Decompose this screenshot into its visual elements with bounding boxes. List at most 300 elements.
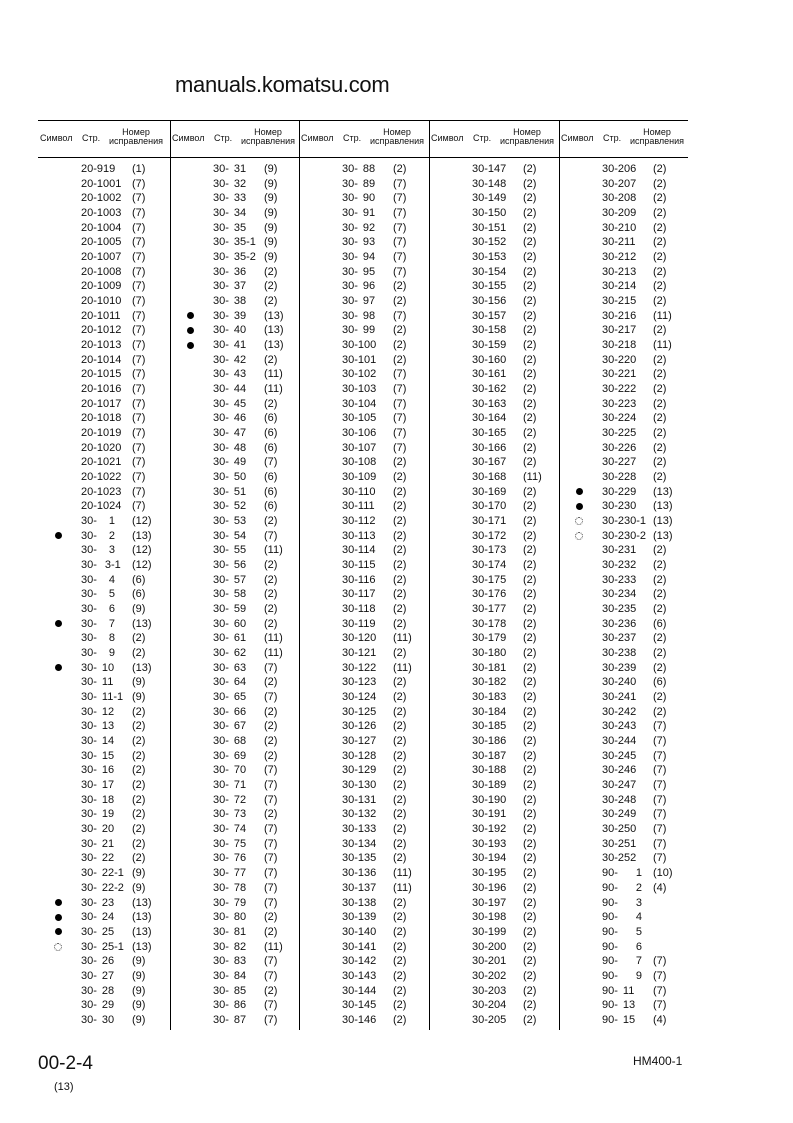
table-row bbox=[38, 529, 168, 543]
revision-number: (13) bbox=[132, 661, 152, 674]
page-ref: 30-201 bbox=[472, 955, 507, 968]
table-row bbox=[429, 250, 559, 264]
table-row bbox=[38, 763, 168, 777]
page-number: 00-2-4 bbox=[38, 1053, 93, 1074]
page-ref: 30-152 bbox=[472, 236, 507, 249]
page-ref: 30- 86 bbox=[213, 999, 247, 1012]
table-row bbox=[299, 837, 429, 851]
revision-number: (6) bbox=[264, 500, 278, 513]
revision-number: (7) bbox=[132, 368, 146, 381]
page-ref: 30- 43 bbox=[213, 368, 247, 381]
page-ref: 30- 25-1 bbox=[81, 940, 124, 953]
table-row bbox=[299, 631, 429, 645]
revision-number: (2) bbox=[523, 441, 537, 454]
table-row bbox=[38, 441, 168, 455]
revision-number: (2) bbox=[132, 779, 146, 792]
table-row bbox=[299, 793, 429, 807]
page-ref: 20-1008 bbox=[81, 265, 122, 278]
table-row bbox=[38, 661, 168, 675]
revision-number: (2) bbox=[523, 192, 537, 205]
page-ref: 30- 83 bbox=[213, 955, 247, 968]
table-row bbox=[429, 543, 559, 557]
revision-number: (2) bbox=[523, 735, 537, 748]
revision-number: (2) bbox=[653, 544, 667, 557]
table-row bbox=[299, 866, 429, 880]
table-row bbox=[170, 221, 300, 235]
page-ref: 30-110 bbox=[342, 485, 376, 498]
table-row bbox=[559, 719, 689, 733]
revision-number: (2) bbox=[393, 500, 407, 513]
page-ref: 30- 49 bbox=[213, 456, 247, 469]
revision-number: (2) bbox=[393, 573, 407, 586]
model-name: HM400-1 bbox=[633, 1054, 683, 1068]
table-row bbox=[38, 646, 168, 660]
revision-number: (2) bbox=[393, 999, 407, 1012]
page-ref: 30-150 bbox=[472, 207, 507, 219]
table-row bbox=[299, 984, 429, 998]
table-row bbox=[299, 367, 429, 381]
table-row bbox=[429, 587, 559, 601]
revision-number: (2) bbox=[132, 632, 146, 645]
revision-number: (2) bbox=[523, 764, 537, 777]
table-row bbox=[559, 162, 689, 176]
table-row bbox=[559, 807, 689, 821]
page-ref: 30- 27 bbox=[81, 969, 115, 982]
table-row bbox=[299, 896, 429, 910]
table-row bbox=[429, 265, 559, 279]
table-row bbox=[559, 705, 689, 719]
page-ref: 30-164 bbox=[472, 412, 507, 425]
revision-number: (2) bbox=[264, 617, 278, 630]
page-ref: 30-129 bbox=[342, 764, 377, 777]
revision-number: (13) bbox=[132, 896, 152, 909]
table-row bbox=[429, 866, 559, 880]
page-ref: 30-140 bbox=[342, 925, 377, 938]
page-ref: 30- 24 bbox=[81, 911, 115, 924]
table-row bbox=[429, 191, 559, 205]
table-row bbox=[38, 543, 168, 557]
page-ref: 20-1009 bbox=[81, 280, 122, 293]
page-ref: 30-184 bbox=[472, 705, 507, 718]
page-ref: 30-137 bbox=[342, 881, 377, 894]
page-ref: 30- 21 bbox=[81, 837, 115, 850]
page-ref: 30-170 bbox=[472, 500, 507, 513]
page-ref: 30-216 bbox=[602, 309, 637, 322]
table-row bbox=[429, 925, 559, 939]
table-row bbox=[38, 455, 168, 469]
table-row bbox=[429, 558, 559, 572]
table-row bbox=[429, 397, 559, 411]
table-row bbox=[559, 323, 689, 337]
revision-number: (2) bbox=[523, 603, 537, 616]
table-row bbox=[559, 631, 689, 645]
page-ref: 30- 92 bbox=[342, 221, 376, 234]
table-row bbox=[38, 294, 168, 308]
page-ref: 30- 22 bbox=[81, 852, 115, 865]
revision-number: (7) bbox=[132, 383, 146, 396]
page-ref: 30-246 bbox=[602, 764, 637, 777]
page-ref: 30- 50 bbox=[213, 471, 247, 484]
table-row bbox=[429, 675, 559, 689]
page-ref: 30-169 bbox=[472, 485, 507, 498]
table-row bbox=[170, 940, 300, 954]
table-row bbox=[299, 822, 429, 836]
revision-number: (7) bbox=[653, 735, 667, 748]
revision-number: (2) bbox=[393, 485, 407, 498]
revision-number: (2) bbox=[653, 456, 667, 469]
table-row bbox=[429, 1013, 559, 1027]
revision-number: (7) bbox=[264, 456, 278, 469]
page-ref: 30-194 bbox=[472, 852, 507, 865]
page-ref: 30-205 bbox=[472, 1013, 507, 1026]
page-ref: 30-107 bbox=[342, 441, 377, 454]
page-ref: 30-236 bbox=[602, 617, 637, 630]
page-ref: 30-222 bbox=[602, 383, 637, 396]
table-row bbox=[429, 646, 559, 660]
page-ref: 30-207 bbox=[602, 177, 637, 190]
revision-symbol bbox=[52, 940, 64, 954]
revision-number: (2) bbox=[264, 984, 278, 997]
revision-number: (7) bbox=[264, 852, 278, 865]
page-ref: 30- 10 bbox=[81, 661, 115, 674]
revision-number: (2) bbox=[393, 559, 407, 572]
revision-number: (2) bbox=[653, 603, 667, 616]
page-ref: 20-1007 bbox=[81, 251, 122, 264]
table-row bbox=[38, 206, 168, 220]
table-row bbox=[170, 749, 300, 763]
revision-number: (2) bbox=[523, 720, 537, 733]
table-row bbox=[299, 514, 429, 528]
table-row bbox=[559, 675, 689, 689]
page-ref: 30-196 bbox=[472, 881, 507, 894]
page-ref: 30-103 bbox=[342, 383, 377, 396]
revision-number: (2) bbox=[653, 251, 667, 264]
table-row bbox=[559, 998, 689, 1012]
page-ref: 30-156 bbox=[472, 295, 507, 308]
table-row bbox=[38, 734, 168, 748]
table-row bbox=[559, 837, 689, 851]
revision-number: (2) bbox=[653, 177, 667, 190]
table-row bbox=[299, 353, 429, 367]
revision-number: (7) bbox=[393, 427, 407, 440]
revision-number: (6) bbox=[132, 573, 146, 586]
table-row bbox=[38, 426, 168, 440]
revision-number: (7) bbox=[393, 251, 407, 264]
page-ref: 30- 65 bbox=[213, 691, 247, 704]
revision-number: (7) bbox=[393, 177, 407, 190]
page-ref: 20-1015 bbox=[81, 368, 122, 381]
revision-number: (2) bbox=[523, 500, 537, 513]
table-row bbox=[38, 778, 168, 792]
page-ref: 30- 17 bbox=[81, 779, 115, 792]
table-row bbox=[38, 265, 168, 279]
page-ref: 30- 59 bbox=[213, 603, 247, 616]
page-ref: 30- 95 bbox=[342, 265, 376, 278]
table-row bbox=[559, 1013, 689, 1027]
page-ref: 30-102 bbox=[342, 368, 377, 381]
table-row bbox=[559, 235, 689, 249]
revision-number: (2) bbox=[264, 353, 278, 366]
revision-number: (13) bbox=[264, 324, 284, 337]
table-row bbox=[170, 881, 300, 895]
revision-number: (2) bbox=[523, 177, 537, 190]
page-ref: 20-1024 bbox=[81, 500, 122, 513]
page-ref: 30-135 bbox=[342, 852, 377, 865]
revision-number: (9) bbox=[264, 177, 278, 190]
table-row bbox=[170, 294, 300, 308]
table-row bbox=[170, 558, 300, 572]
revision-number: (2) bbox=[523, 676, 537, 689]
table-row bbox=[429, 984, 559, 998]
table-row bbox=[559, 661, 689, 675]
revision-number: (2) bbox=[393, 456, 407, 469]
table-row bbox=[170, 514, 300, 528]
revision-number: (6) bbox=[264, 427, 278, 440]
page-ref: 30- 38 bbox=[213, 295, 247, 308]
page-ref: 30- 36 bbox=[213, 265, 247, 278]
page-ref: 30-229 bbox=[602, 485, 637, 498]
table-row bbox=[38, 705, 168, 719]
table-row bbox=[38, 793, 168, 807]
page-ref: 30-189 bbox=[472, 779, 507, 792]
table-row bbox=[299, 235, 429, 249]
table-row bbox=[299, 763, 429, 777]
table-row bbox=[299, 191, 429, 205]
revision-number: (2) bbox=[393, 940, 407, 953]
revision-number: (2) bbox=[393, 588, 407, 601]
page-ref: 30-230 bbox=[602, 500, 637, 513]
table-row bbox=[299, 573, 429, 587]
revision-number: (7) bbox=[264, 999, 278, 1012]
table-row bbox=[299, 397, 429, 411]
table-row bbox=[299, 910, 429, 924]
revision-number: (9) bbox=[132, 881, 146, 894]
table-row bbox=[299, 177, 429, 191]
page-ref: 30- 35-2 bbox=[213, 251, 256, 264]
page-ref: 30- 35-1 bbox=[213, 236, 256, 249]
revision-number: (2) bbox=[523, 896, 537, 909]
page-ref: 30-104 bbox=[342, 397, 377, 410]
table-row bbox=[559, 617, 689, 631]
table-top-rule bbox=[38, 120, 688, 121]
table-row bbox=[299, 734, 429, 748]
revision-symbol bbox=[52, 925, 64, 939]
page-ref: 30-235 bbox=[602, 603, 637, 616]
revision-number: (12) bbox=[132, 559, 152, 572]
revision-number: (6) bbox=[132, 588, 146, 601]
page-ref: 30- 84 bbox=[213, 969, 247, 982]
revision-number: (2) bbox=[264, 735, 278, 748]
table-row bbox=[299, 661, 429, 675]
revision-number: (2) bbox=[264, 603, 278, 616]
table-row bbox=[559, 925, 689, 939]
table-row bbox=[299, 206, 429, 220]
table-row bbox=[38, 514, 168, 528]
revision-number: (2) bbox=[523, 867, 537, 880]
revision-number: (2) bbox=[523, 412, 537, 425]
table-row bbox=[429, 367, 559, 381]
page-ref: 30-118 bbox=[342, 603, 376, 616]
revision-number: (2) bbox=[523, 163, 537, 175]
revision-number: (2) bbox=[523, 955, 537, 968]
page-ref: 30- 48 bbox=[213, 441, 247, 454]
table-row bbox=[170, 426, 300, 440]
page-ref: 30-177 bbox=[472, 603, 507, 616]
table-row bbox=[38, 338, 168, 352]
page-ref: 30-113 bbox=[342, 529, 376, 542]
filled-circle-icon bbox=[55, 899, 62, 906]
page-ref: 30- 60 bbox=[213, 617, 247, 630]
table-row bbox=[299, 558, 429, 572]
revision-number: (2) bbox=[264, 749, 278, 762]
table-row bbox=[170, 896, 300, 910]
table-row bbox=[299, 470, 429, 484]
table-row bbox=[38, 191, 168, 205]
revision-number: (2) bbox=[523, 529, 537, 542]
page-ref: 90- 5 bbox=[602, 925, 643, 938]
page-ref: 30-242 bbox=[602, 705, 637, 718]
page-ref: 30-162 bbox=[472, 383, 507, 396]
table-row bbox=[429, 177, 559, 191]
page-ref: 30- 91 bbox=[342, 207, 376, 219]
page-ref: 20-1010 bbox=[81, 295, 122, 308]
table-row bbox=[170, 323, 300, 337]
revision-number: (7) bbox=[132, 353, 146, 366]
table-row bbox=[559, 485, 689, 499]
table-row bbox=[429, 573, 559, 587]
revision-symbol bbox=[52, 661, 64, 675]
revision-symbol bbox=[573, 485, 585, 499]
table-row bbox=[299, 646, 429, 660]
page-ref: 30-191 bbox=[472, 808, 507, 821]
page-ref: 30- 44 bbox=[213, 383, 247, 396]
revision-number: (2) bbox=[523, 940, 537, 953]
revision-number: (2) bbox=[132, 705, 146, 718]
revision-number: (2) bbox=[653, 412, 667, 425]
page-ref: 30-111 bbox=[342, 500, 375, 513]
revision-number: (7) bbox=[132, 177, 146, 190]
revision-number: (13) bbox=[264, 339, 284, 352]
revision-number: (7) bbox=[132, 471, 146, 484]
revision-number: (7) bbox=[132, 295, 146, 308]
page-ref: 30-204 bbox=[472, 999, 507, 1012]
page-ref: 30- 51 bbox=[213, 485, 247, 498]
page-ref: 30-143 bbox=[342, 969, 377, 982]
table-row bbox=[299, 250, 429, 264]
revision-number: (2) bbox=[523, 456, 537, 469]
revision-number: (9) bbox=[132, 999, 146, 1012]
revision-number: (7) bbox=[132, 324, 146, 337]
page-ref: 30-115 bbox=[342, 559, 376, 572]
table-row bbox=[38, 367, 168, 381]
header-page: Стр. bbox=[343, 133, 362, 143]
page-ref: 30- 2 bbox=[81, 529, 116, 542]
table-row bbox=[429, 837, 559, 851]
table-row bbox=[170, 1013, 300, 1027]
page-ref: 30-145 bbox=[342, 999, 377, 1012]
table-row bbox=[170, 807, 300, 821]
revision-number: (13) bbox=[132, 940, 152, 953]
page-ref: 30-225 bbox=[602, 427, 637, 440]
revision-number: (7) bbox=[264, 1013, 278, 1026]
table-row bbox=[38, 602, 168, 616]
table-row bbox=[559, 441, 689, 455]
revision-number: (2) bbox=[523, 969, 537, 982]
header-revision-line2: исправления bbox=[369, 136, 425, 146]
revision-number: (2) bbox=[523, 691, 537, 704]
table-row bbox=[559, 470, 689, 484]
page-ref: 30-188 bbox=[472, 764, 507, 777]
table-row bbox=[299, 323, 429, 337]
table-row bbox=[38, 235, 168, 249]
table-row bbox=[429, 221, 559, 235]
revision-number: (12) bbox=[132, 515, 152, 528]
page-ref: 30-230-1 bbox=[602, 515, 647, 528]
page-ref: 20-1003 bbox=[81, 207, 122, 219]
revision-number: (1) bbox=[132, 163, 146, 175]
page-ref: 30-212 bbox=[602, 251, 637, 264]
revision-number: (7) bbox=[132, 500, 146, 513]
revision-number: (2) bbox=[653, 647, 667, 660]
table-row bbox=[170, 675, 300, 689]
page-ref: 30- 28 bbox=[81, 984, 115, 997]
revision-number: (2) bbox=[132, 852, 146, 865]
revision-number: (2) bbox=[523, 207, 537, 219]
revision-number: (7) bbox=[653, 823, 667, 836]
table-row bbox=[38, 587, 168, 601]
revision-number: (9) bbox=[132, 691, 146, 704]
header-revision bbox=[627, 128, 687, 146]
revision-number: (2) bbox=[653, 573, 667, 586]
page-ref: 30- 3 bbox=[81, 544, 116, 557]
table-row bbox=[170, 661, 300, 675]
table-row bbox=[299, 441, 429, 455]
table-row bbox=[429, 162, 559, 176]
page-ref: 30-136 bbox=[342, 867, 377, 880]
page-ref: 30- 94 bbox=[342, 251, 376, 264]
page-ref: 30-203 bbox=[472, 984, 507, 997]
page-ref: 30-151 bbox=[472, 221, 507, 234]
table-row bbox=[429, 529, 559, 543]
table-row bbox=[299, 485, 429, 499]
page-ref: 30-190 bbox=[472, 793, 507, 806]
table-row bbox=[299, 499, 429, 513]
page-ref: 30-127 bbox=[342, 735, 377, 748]
revision-number: (2) bbox=[393, 691, 407, 704]
page-ref: 30- 54 bbox=[213, 529, 247, 542]
table-row bbox=[170, 397, 300, 411]
page-ref: 30- 62 bbox=[213, 647, 247, 660]
page-ref: 20-919 bbox=[81, 163, 116, 175]
revision-number: (2) bbox=[523, 999, 537, 1012]
page-ref: 30-147 bbox=[472, 163, 507, 175]
table-row bbox=[559, 969, 689, 983]
table-row bbox=[170, 602, 300, 616]
table-row bbox=[559, 573, 689, 587]
header-revision-line1: Номер bbox=[254, 127, 282, 137]
revision-number: (2) bbox=[523, 588, 537, 601]
revision-number: (2) bbox=[523, 265, 537, 278]
filled-circle-icon bbox=[55, 664, 62, 671]
page-ref: 30-195 bbox=[472, 867, 507, 880]
table-row bbox=[170, 910, 300, 924]
revision-number: (2) bbox=[523, 749, 537, 762]
revision-number: (2) bbox=[132, 764, 146, 777]
table-row bbox=[170, 778, 300, 792]
page-ref: 30- 14 bbox=[81, 735, 115, 748]
page-ref: 30-116 bbox=[342, 573, 376, 586]
table-row bbox=[299, 602, 429, 616]
